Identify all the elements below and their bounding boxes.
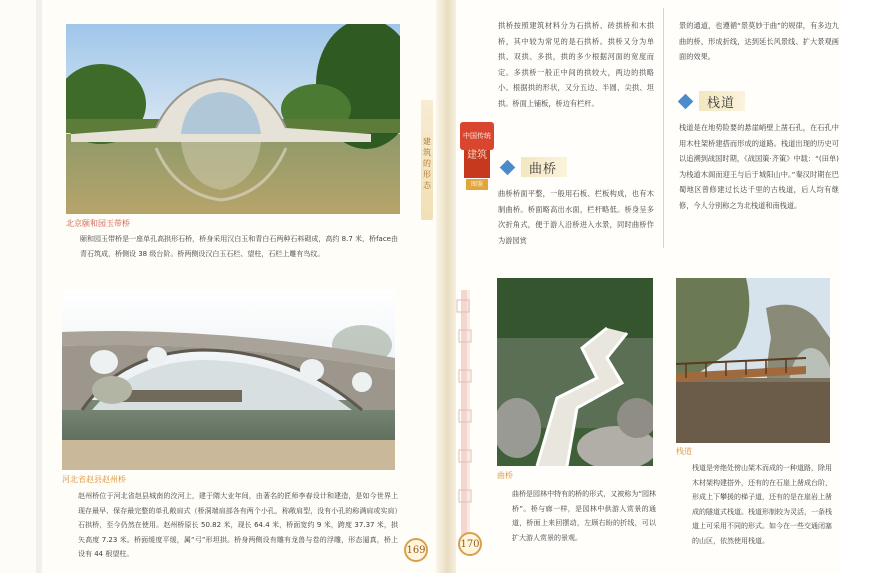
photo1-description: 颐和园玉带桥是一座单孔高拱形石桥，桥身采用汉白玉和青白石两种石料砌成，高约 8.7 米，桥face由青石筑成，桥侧设 38 级台阶。桥两侧设汉白玉石栏、望柱，石栏上雕有鸟纹。 (80, 235, 398, 258)
page-number-right: 170 (458, 532, 482, 556)
photo4-caption: 栈道 (676, 447, 692, 456)
page-margin (842, 0, 887, 573)
page-number-left: 169 (404, 538, 428, 562)
badge-bottom: 图鉴 (466, 179, 488, 190)
photo2-caption: 河北省赵县赵州桥 (62, 475, 126, 484)
section-text-qiao: 曲桥桥面平整，一般用石板、栏板构成，也有木制曲桥。桥面略高出水面，栏杆略低。桥身呈多次折角式，便于游人沿桥进入水景，同时曲桥作为游园赏 (498, 189, 654, 245)
diamond-bullet-icon (500, 159, 516, 175)
section-title-qiao: 曲桥 (529, 161, 558, 177)
photo-jade-belt-bridge (66, 24, 400, 214)
decorative-border (453, 290, 483, 540)
section-title-zhandao: 栈道 (707, 95, 736, 111)
column-divider (663, 8, 664, 248)
photo4-description: 栈道是旁绝处傍山架木而成的一种道路，除用木材架构建搭外，还有的在石崖上凿成台阶，形成上下攀援的梯子道，还有的是在崖岩上凿成的隧道式栈道。栈道形制较为灵活，一条栈道上可采用不同的形式。如今在一些交通闭塞的山区，依然使用栈道。 (692, 464, 832, 545)
section-heading-qiao (502, 156, 567, 178)
column2-intro-text: 景的通道，也遵循“景莫妙于曲”的规律，有多边九曲的桥，形成折线，达到延长风景线、扩大景观画面的效果。 (679, 21, 839, 62)
chapter-badge (460, 122, 494, 192)
badge-mid: 建筑 (464, 150, 490, 178)
section-text-zhandao: 栈道是在地势险要的悬崖峭壁上凿石孔，在石孔中用木柱架桥建搭而形成的道路。栈道出现的历史可以追溯到战国时期，《战国策·齐策》中载：“(田单)为栈道木阁而迎王与后于城阳山中。”秦汉时期在巴蜀地区曾修建过长达千里的古栈道，后人均有继修，今人分别称之为北栈道和南栈道。 (679, 123, 839, 210)
heading-bar (521, 157, 567, 177)
photo2-description: 赵州桥位于河北省赵县城南的洨河上，建于隋大业年间，由著名的匠师李春设计和建造，是如今世界上现存最早、保存最完整的单孔敞肩式（桥洞端肩部各有两个小孔，称敞肩型，没有小孔的称满肩或实肩）石拱桥，至今仍然在使用。赵州桥原长 50.82 米，现长 64.4 米，桥面宽约 9 米，跨度 37.37 米，拱矢高度 7.23 米。桥面缓度平缓，属“弓”形坦拱。桥身两侧设有雕有龙兽与卷的浮雕，形态逼真，桥上设有 44 根望柱。 (78, 492, 398, 559)
section-heading-zhandao (680, 90, 745, 112)
photo-zhaozhou-bridge (62, 290, 395, 470)
column1-intro-text: 拱桥按照建筑材料分为石拱桥、砖拱桥和木拱桥，其中较为常见的是石拱桥。拱桥又分为单拱、双拱、多拱，拱的多少根据河面的宽度而定。多拱桥一般正中间的拱较大，两边的拱略小。根据拱的形状，又分五边、半圆、尖拱、坦拱。桥面上铺板，桥边有栏杆。 (498, 21, 654, 108)
photo-zigzag-bridge (497, 278, 653, 466)
photo3-caption: 曲桥 (497, 471, 513, 480)
heading-bar (699, 91, 745, 111)
side-tab-label: 建筑的形态 (423, 137, 431, 190)
photo3-description: 曲桥是园林中特有的桥的形式，又被称为“园林桥”。桥与廊一样，是园林中供游人赏景的通道，桥面上来回摆动，左顾右盼的折线，可以扩大游人赏景的景观。 (512, 490, 656, 542)
photo1-caption: 北京颐和园玉带桥 (66, 219, 130, 228)
photo-plank-road (676, 278, 830, 443)
diamond-bullet-icon (678, 93, 694, 109)
side-tab (415, 100, 437, 220)
badge-top: 中国传统 (460, 122, 494, 150)
